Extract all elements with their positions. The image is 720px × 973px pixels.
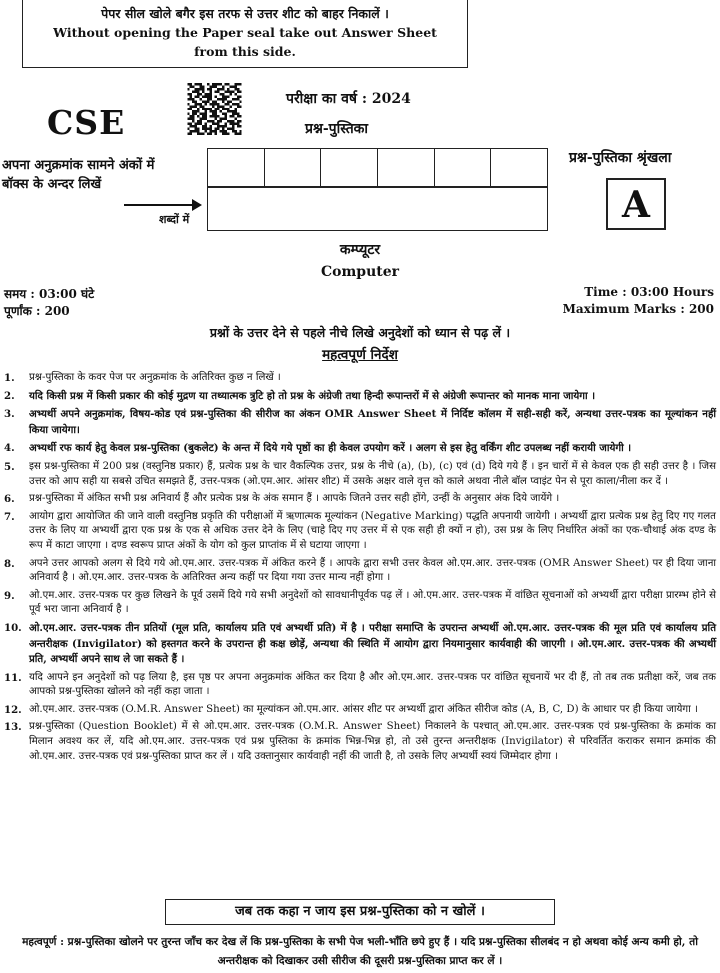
instruction-item [4,492,716,507]
instruction-item [4,510,716,554]
instruction-number: 5. [4,460,15,473]
time-english: Time : 03:00 Hours [584,285,714,299]
roll-number-digit-boxes[interactable] [207,148,548,188]
instruction-number: 11. [4,671,22,684]
instruction-text: अपने उत्तर आपको अलग से दिये गये ओ.एम.आर. उत्तर-पत्रक में अंकित करने हैं । आपके द्वारा सभी उत्तर केवल ओ.एम.आर. उत्तर-पत्रक (OMR Answer Sheet) पर ही दिया जाना अनिवार्य है । ओ.एम.आर. उत्तर-पत्रक के अतिरिक्त अन्य कहीं पर दिया गया उत्तर मान्य नहीं होगा । [29,557,716,584]
subject-hindi: कम्प्यूटर [339,242,381,258]
roll-number-words-box[interactable] [207,186,548,231]
instruction-number: 3. [4,408,15,421]
series-label: प्रश्न-पुस्तिका श्रृंखला [569,150,672,166]
instruction-number: 4. [4,442,15,455]
roll-digit-box[interactable] [378,149,435,187]
instruction-item [4,441,716,457]
exam-code: CSE [47,103,126,142]
roll-instruction-line2: बॉक्स के अन्दर लिखें [2,177,102,192]
roll-instruction-line1: अपना अनुक्रमांक सामने अंकों में [2,158,155,173]
exam-year: परीक्षा का वर्ष : 2024 [286,91,411,107]
instruction-text: यदि किसी प्रश्न में किसी प्रकार की कोई मुद्रण या तथ्यात्मक त्रुटि हो तो प्रश्न के अंग्रेजी तथा हिन्दी रूपान्तरों में से अंग्रेजी रूपान्तर को मानक माना जायेगा । [29,389,596,402]
instruction-text: प्रश्न-पुस्तिका के कवर पेज पर अनुक्रमांक के अतिरिक्त कुछ न लिखें । [29,372,281,383]
instruction-text: अभ्यर्थी अपने अनुक्रमांक, विषय-कोड एवं प्रश्न-पुस्तिका की सीरीज का अंकन OMR Answer Sheet में निर्दिष्ट कॉलम में सही-सही करें, अन्यथा उत्तर-पत्रक का मूल्यांकन नहीं किया जायेगा। [29,408,716,436]
instruction-text: आयोग द्वारा आयोजित की जाने वाली वस्तुनिष्ठ प्रकृति की परीक्षाओं में ऋणात्मक मूल्यांकन (Negative Marking) पद्धति अपनायी जायेगी । अभ्यर्थी द्वारा प्रत्येक प्रश्न हेतु दिए गए गलत उत्तर के लिए या अभ्यर्थी द्वारा एक प्रश्न के एक से अधिक उत्तर देने के लिए (चाहे दिए गए उत्तर में से एक सही ही क्यों न हो), उस प्रश्न के लिए निर्धारित अंकों का एक-चौथाई अंक दण्ड के रूप में काटा जाएगा । दण्ड स्वरूप प्राप्त अंकों के योग को कुल प्राप्तांक में से घटाया जाएगा । [29,510,716,551]
instruction-number: 12. [4,703,22,716]
seal-notice-box [22,0,468,68]
instruction-number: 2. [4,389,15,402]
roll-digit-box[interactable] [208,149,265,187]
instruction-number: 13. [4,721,22,734]
instruction-number: 9. [4,589,15,602]
instruction-number: 7. [4,510,15,523]
marks-hindi: पूर्णांक : 200 [4,304,70,318]
roll-digit-box[interactable] [435,149,492,187]
instruction-text: इस प्रश्न-पुस्तिका में 200 प्रश्न (वस्तुनिष्ठ प्रकार) हैं, प्रत्येक प्रश्न के चार वैकल्पिक उत्तर, प्रश्न के नीचे (a), (b), (c) एवं (d) दिये गये हैं । इन चारों में से केवल एक ही सही उत्तर है । जिस उत्तर को आप सही या सबसे उचित समझते हैं, उत्तर-पत्रक (ओ.एम.आर. आंसर शीट) में उसके अक्षर वाले वृत्त को काले अथवा नीले बॉल प्वाइंट पेन से पूरा काला/नीला कर दें । [29,460,716,487]
seal-notice-english-line2: from this side. [194,44,296,59]
important-notice: महत्वपूर्ण : प्रश्न-पुस्तिका खोलने पर तुरन्त जाँच कर देख लें कि प्रश्न-पुस्तिका के सभी पेज भली-भाँति छपे हुए हैं । यदि प्रश्न-पुस्तिका सीलबंद न हो अथवा कोई अन्य कमी हो, तो अन्तरीक्षक को दिखाकर उसी सीरीज की दूसरी प्रश्न-पुस्तिका प्राप्त कर लें । [22,936,698,967]
marks-english: Maximum Marks : 200 [562,302,714,316]
instruction-item [4,460,716,489]
arrow-right-icon [124,198,202,212]
booklet-label: प्रश्न-पुस्तिका [305,121,369,137]
instruction-item [4,589,716,618]
instruction-item [4,621,716,668]
subject-english: Computer [320,264,399,280]
instruction-number: 10. [4,621,22,634]
words-label: शब्दों में [159,213,190,226]
instruction-text: यदि आपने इन अनुदेशों को पढ़ लिया है, इस पृष्ठ पर अपना अनुक्रमांक अंकित कर दिया है और ओ.एम.आर. उत्तर-पत्रक पर वांछित सूचनायें भर दी हैं, तो तब तक प्रतीक्षा करें, जब तक आपको प्रश्न-पुस्तिका खोलने को नहीं कहा जाता । [29,671,716,698]
instruction-item [4,671,716,700]
instruction-item [4,720,716,764]
instruction-text: प्रश्न-पुस्तिका (Question Booklet) में से ओ.एम.आर. उत्तर-पत्रक (O.M.R. Answer Sheet) निकालने के पश्चात् ओ.एम.आर. उत्तर-पत्रक एवं प्रश्न-पुस्तिका के क्रमांक का मिलान अवश्य कर लें, यदि ओ.एम.आर. उत्तर-पत्रक एवं प्रश्न पुस्तिका के क्रमांक भिन्न-भिन्न हो, तो उसे तुरन्त अन्तरीक्षक (Invigilator) से परिवर्तित कराकर समान क्रमांक की ओ.एम.आर. उत्तर-पत्रक एवं प्रश्न-पुस्तिका प्राप्त कर लें । यदि उक्तानुसार कार्यवाही नहीं की जाती है, तो उसके लिए अभ्यर्थी स्वयं जिम्मेदार होगा । [29,721,716,762]
do-not-open-notice: जब तक कहा न जाय इस प्रश्न-पुस्तिका को न खोलें । [165,899,555,925]
seal-notice-english-line1: Without opening the Paper seal take out Answer Sheet [53,25,437,40]
instruction-text: अभ्यर्थी रफ कार्य हेतु केवल प्रश्न-पुस्तिका (बुकलेट) के अन्त में दिये गये पृष्ठों का ही केवल उपयोग करें । अलग से इस हेतु वर्किंग शीट उपलब्ध नहीं करायी जायेगी । [29,442,632,455]
roll-digit-box[interactable] [265,149,322,187]
instruction-number: 8. [4,557,15,570]
read-instructions-note: प्रश्नों के उत्तर देने से पहले नीचे लिखे अनुदेशों को ध्यान से पढ़ लें । [209,325,511,340]
instructions-list [4,371,716,767]
instruction-item [4,703,716,718]
instruction-item [4,389,716,405]
instruction-text: ओ.एम.आर. उत्तर-पत्रक पर कुछ लिखने के पूर्व उसमें दिये गये सभी अनुदेशों को सावधानीपूर्वक पढ़ लें । ओ.एम.आर. उत्तर-पत्रक में वांछित सूचनाओं को अभ्यर्थी द्वारा परीक्षा प्रारम्भ होने से पूर्व भरा जाना अनिवार्य है । [29,589,716,616]
instruction-number: 6. [4,493,15,506]
instruction-text: ओ.एम.आर. उत्तर-पत्रक तीन प्रतियों (मूल प्रति, कार्यालय प्रति एवं अभ्यर्थी प्रति) में है । परीक्षा समाप्ति के उपरान्त अभ्यर्थी ओ.एम.आर. उत्तर-पत्रक की मूल प्रति एवं कार्यालय प्रति अन्तरीक्षक (Invigilator) को हस्तगत करने के उपरान्त ही कक्ष छोड़ें, अन्यथा की स्थिति में आयोग द्वारा नियमानुसार कार्यवाही की जाएगी । ओ.एम.आर. उत्तर-पत्रक की अभ्यर्थी प्रति, अभ्यर्थी अपने साथ ले जा सकते हैं । [29,621,716,666]
instruction-text: ओ.एम.आर. उत्तर-पत्रक (O.M.R. Answer Sheet) का मूल्यांकन ओ.एम.आर. आंसर शीट पर अभ्यर्थी द्वारा अंकित सीरीज कोड (A, B, C, D) के आधार पर ही किया जायेगा । [29,703,698,715]
seal-notice-hindi: पेपर सील खोले बगैर इस तरफ से उत्तर शीट को बाहर निकालें । [101,6,389,21]
instruction-number: 1. [4,372,15,384]
instructions-heading: महत्वपूर्ण निर्देश [322,347,398,363]
instruction-text: प्रश्न-पुस्तिका में अंकित सभी प्रश्न अनिवार्य हैं और प्रत्येक प्रश्न के अंक समान हैं । आपके जितने उत्तर सही होंगे, उन्हीं के अनुसार अंक दिये जायेंगे । [29,493,560,505]
roll-digit-box[interactable] [321,149,378,187]
qr-code-icon [187,83,242,135]
roll-number-instruction [2,156,202,194]
time-hindi: समय : 03:00 घंटे [4,287,95,301]
instruction-item [4,557,716,586]
roll-digit-box[interactable] [491,149,547,187]
instruction-item [4,407,716,438]
instruction-item [4,371,716,386]
series-value-box: A [606,178,666,230]
